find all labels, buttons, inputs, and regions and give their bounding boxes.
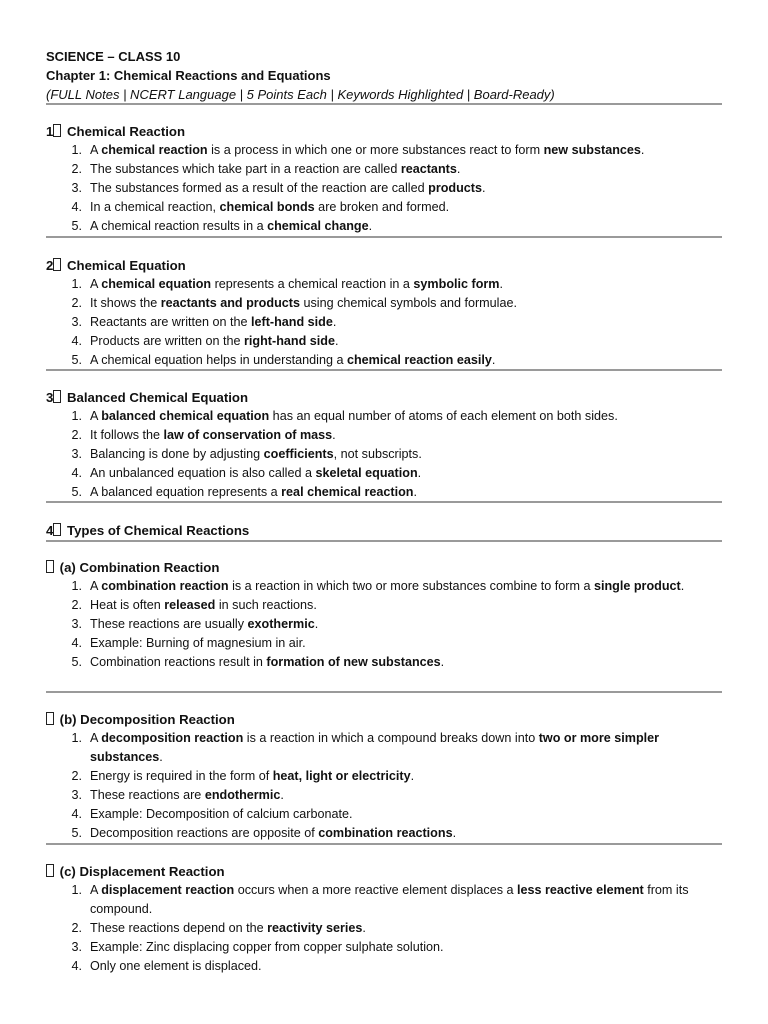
section-heading-text: Types of Chemical Reactions <box>67 523 250 538</box>
keyword-highlight: chemical equation <box>101 277 212 291</box>
section-heading-text: (c) Displacement Reaction <box>59 864 225 879</box>
list-item <box>46 179 722 198</box>
section-heading-text: (a) Combination Reaction <box>59 560 220 575</box>
item-text: in such reactions. <box>215 597 317 612</box>
item-text: In a chemical reaction, <box>90 199 220 214</box>
list-item <box>46 275 722 294</box>
section-heading-text: Chemical Equation <box>67 258 186 273</box>
item-text: A chemical reaction results in a <box>90 218 268 233</box>
list-item <box>46 824 722 843</box>
item-text: It shows the <box>90 295 161 310</box>
item-number: 5. <box>71 825 82 840</box>
section-heading <box>46 862 722 881</box>
missing-glyph-box <box>53 258 61 271</box>
item-number: 5. <box>71 218 82 233</box>
item-text: A <box>90 883 102 897</box>
item-number: 3. <box>71 446 82 461</box>
item-number: 4. <box>71 333 82 348</box>
item-text: The substances formed as a result of the reaction are called <box>90 180 429 195</box>
list-item <box>46 217 722 236</box>
section-number: 4 <box>46 523 54 538</box>
item-text: These reactions depend on the <box>90 920 268 935</box>
missing-glyph-box <box>53 390 61 403</box>
keyword-highlight: exothermic <box>247 616 315 631</box>
keyword-highlight: single product <box>593 579 681 593</box>
list-item <box>46 938 722 957</box>
list-item <box>46 313 722 332</box>
keyword-highlight: coefficients <box>263 446 334 461</box>
item-number: 5. <box>71 352 82 367</box>
section-displacement-reaction <box>46 862 722 976</box>
list-item <box>46 198 722 217</box>
item-text: A chemical equation helps in understanding a <box>90 352 347 367</box>
keyword-highlight: decomposition reaction <box>101 731 244 745</box>
item-text: using chemical symbols and formulae. <box>299 295 517 310</box>
list-item <box>46 483 722 502</box>
list-item <box>46 805 722 824</box>
list-item <box>46 445 722 464</box>
item-text: are broken and formed. <box>314 199 450 214</box>
item-text: It follows the <box>90 427 164 442</box>
item-text: The substances which take part in a reaction are called <box>90 161 401 176</box>
divider <box>46 540 722 542</box>
item-text: A <box>90 579 102 593</box>
point-list <box>46 141 722 236</box>
section-heading-text: Balanced Chemical Equation <box>67 390 249 405</box>
item-text: Balancing is done by adjusting <box>90 446 264 461</box>
list-item <box>46 464 722 483</box>
list-item <box>46 332 722 351</box>
item-number: 2. <box>71 768 82 783</box>
item-number: 5. <box>71 484 82 499</box>
keyword-highlight: right-hand side <box>244 333 335 348</box>
divider <box>46 103 722 105</box>
item-text: Example: Zinc displacing copper from copper sulphate solution. <box>90 939 444 954</box>
item-number: 3. <box>71 616 82 631</box>
item-number: 3. <box>71 314 82 329</box>
section-combination-reaction <box>46 558 722 672</box>
section-heading-text: Chemical Reaction <box>67 124 186 139</box>
list-item <box>46 577 722 596</box>
item-text: Only one element is displaced. <box>90 958 262 973</box>
item-text: Example: Burning of magnesium in air. <box>90 635 306 650</box>
item-text: . <box>440 654 445 669</box>
item-text: Products are written on the <box>90 333 245 348</box>
item-number: 1. <box>71 579 82 593</box>
list-item <box>46 786 722 805</box>
point-list <box>46 407 722 502</box>
item-number: 4. <box>71 635 82 650</box>
item-text: . <box>314 616 319 631</box>
section-chemical-reaction <box>46 122 722 236</box>
list-item <box>46 881 722 919</box>
item-text: Heat is often <box>90 597 165 612</box>
keyword-highlight: law of conservation of mass <box>163 427 333 442</box>
item-number: 1. <box>71 277 82 291</box>
item-number: 1. <box>71 731 82 745</box>
item-text: Example: Decomposition of calcium carbonate. <box>90 806 353 821</box>
item-number: 4. <box>71 806 82 821</box>
document-header <box>46 47 722 104</box>
divider <box>46 236 722 238</box>
item-number: 1. <box>71 883 82 897</box>
item-text: These reactions are <box>90 787 205 802</box>
keyword-highlight: combination reactions <box>318 825 453 840</box>
keyword-highlight: heat, light or electricity <box>272 768 411 783</box>
chapter-title: Chapter 1: Chemical Reactions and Equations <box>46 68 331 83</box>
section-heading <box>46 558 722 577</box>
keyword-highlight: less reactive element <box>517 883 644 897</box>
item-text: . <box>482 180 486 195</box>
keyword-highlight: chemical bonds <box>219 199 315 214</box>
list-item <box>46 634 722 653</box>
point-list <box>46 729 722 842</box>
item-text: is a reaction in which a compound breaks down into <box>243 731 539 745</box>
list-item <box>46 767 722 786</box>
keyword-highlight: real chemical reaction <box>281 484 414 499</box>
item-text: . <box>280 787 284 802</box>
item-text: from its compound. <box>90 883 689 916</box>
list-item <box>46 615 722 634</box>
item-text: . <box>159 749 163 764</box>
item-text: . <box>410 768 415 783</box>
missing-glyph-box <box>53 124 61 137</box>
item-number: 1. <box>71 143 82 157</box>
item-text: . <box>640 143 645 157</box>
item-number: 4. <box>71 465 82 480</box>
item-text: . <box>499 277 503 291</box>
list-item <box>46 919 722 938</box>
missing-glyph-box <box>53 523 61 536</box>
divider <box>46 369 722 371</box>
missing-glyph-box <box>46 560 54 573</box>
section-heading-text: (b) Decomposition Reaction <box>59 712 235 727</box>
item-number: 4. <box>71 958 82 973</box>
keyword-highlight: chemical change <box>267 218 369 233</box>
item-number: 2. <box>71 295 82 310</box>
point-list <box>46 275 722 370</box>
list-item <box>46 407 722 426</box>
item-number: 1. <box>71 409 82 423</box>
item-text: An unbalanced equation is also called a <box>90 465 316 480</box>
keyword-highlight: combination reaction <box>101 579 229 593</box>
list-item <box>46 160 722 179</box>
item-text: . <box>368 218 373 233</box>
item-text: has an equal number of atoms of each element on both sides. <box>269 409 618 423</box>
list-item <box>46 351 722 370</box>
item-text: These reactions are usually <box>90 616 248 631</box>
keyword-highlight: reactivity series <box>267 920 363 935</box>
list-item <box>46 141 722 160</box>
keyword-highlight: two or more simpler substances <box>90 731 660 764</box>
section-types-of-reactions <box>46 521 722 540</box>
list-item <box>46 596 722 615</box>
item-text: . <box>332 314 337 329</box>
item-number: 3. <box>71 787 82 802</box>
item-text: . <box>456 161 461 176</box>
keyword-highlight: skeletal equation <box>315 465 418 480</box>
keyword-highlight: endothermic <box>204 787 281 802</box>
item-text: . <box>332 427 336 442</box>
item-text: A balanced equation represents a <box>90 484 282 499</box>
missing-glyph-box <box>46 864 54 877</box>
section-heading <box>46 256 722 275</box>
section-number: 3 <box>46 390 54 405</box>
item-number: 2. <box>71 920 82 935</box>
item-text: . <box>334 333 339 348</box>
item-text: . <box>362 920 366 935</box>
item-number: 5. <box>71 654 82 669</box>
section-decomposition-reaction <box>46 710 722 842</box>
item-text: Energy is required in the form of <box>90 768 273 783</box>
item-text: A <box>90 277 102 291</box>
keyword-highlight: displacement reaction <box>101 883 235 897</box>
item-text: Reactants are written on the <box>90 314 252 329</box>
subject-title: SCIENCE – CLASS 10 <box>46 49 181 64</box>
item-text: . <box>417 465 422 480</box>
item-number: 3. <box>71 939 82 954</box>
item-text: . <box>413 484 417 499</box>
item-text: , not subscripts. <box>333 446 422 461</box>
list-item <box>46 729 722 767</box>
section-number: 1 <box>46 124 54 139</box>
divider <box>46 843 722 845</box>
list-item <box>46 294 722 313</box>
item-text: Combination reactions result in <box>90 654 267 669</box>
keyword-highlight: new substances <box>543 143 641 157</box>
section-balanced-equation <box>46 388 722 502</box>
section-chemical-equation <box>46 256 722 370</box>
item-text: . <box>452 825 457 840</box>
notes-subtitle: (FULL Notes | NCERT Language | 5 Points Each | Keywords Highlighted | Board-Ready) <box>46 87 555 102</box>
keyword-highlight: left-hand side <box>251 314 333 329</box>
divider <box>46 691 722 693</box>
section-heading <box>46 388 722 407</box>
keyword-highlight: formation of new substances <box>266 654 441 669</box>
keyword-highlight: chemical reaction easily <box>346 352 492 367</box>
keyword-highlight: products <box>428 180 482 195</box>
item-number: 2. <box>71 427 82 442</box>
point-list <box>46 577 722 672</box>
section-heading <box>46 521 722 540</box>
section-heading <box>46 710 722 729</box>
missing-glyph-box <box>46 712 54 725</box>
item-text: is a process in which one or more substances react to form <box>207 143 544 157</box>
item-number: 3. <box>71 180 82 195</box>
item-text: . <box>680 579 685 593</box>
keyword-highlight: chemical reaction <box>101 143 208 157</box>
list-item <box>46 957 722 976</box>
keyword-highlight: reactants and products <box>160 295 300 310</box>
section-number: 2 <box>46 258 54 273</box>
keyword-highlight: symbolic form <box>413 277 500 291</box>
point-list <box>46 881 722 976</box>
keyword-highlight: released <box>164 597 216 612</box>
item-text: is a reaction in which two or more substances combine to form a <box>228 579 594 593</box>
item-text: A <box>90 731 102 745</box>
item-text: represents a chemical reaction in a <box>211 277 414 291</box>
item-text: occurs when a more reactive element displaces a <box>234 883 517 897</box>
item-text: A <box>90 143 102 157</box>
divider <box>46 501 722 503</box>
item-text: Decomposition reactions are opposite of <box>90 825 319 840</box>
item-number: 4. <box>71 199 82 214</box>
item-text: A <box>90 409 102 423</box>
item-number: 2. <box>71 161 82 176</box>
item-text: . <box>491 352 496 367</box>
list-item <box>46 426 722 445</box>
list-item <box>46 653 722 672</box>
keyword-highlight: reactants <box>400 161 457 176</box>
item-number: 2. <box>71 597 82 612</box>
keyword-highlight: balanced chemical equation <box>101 409 270 423</box>
section-heading <box>46 122 722 141</box>
